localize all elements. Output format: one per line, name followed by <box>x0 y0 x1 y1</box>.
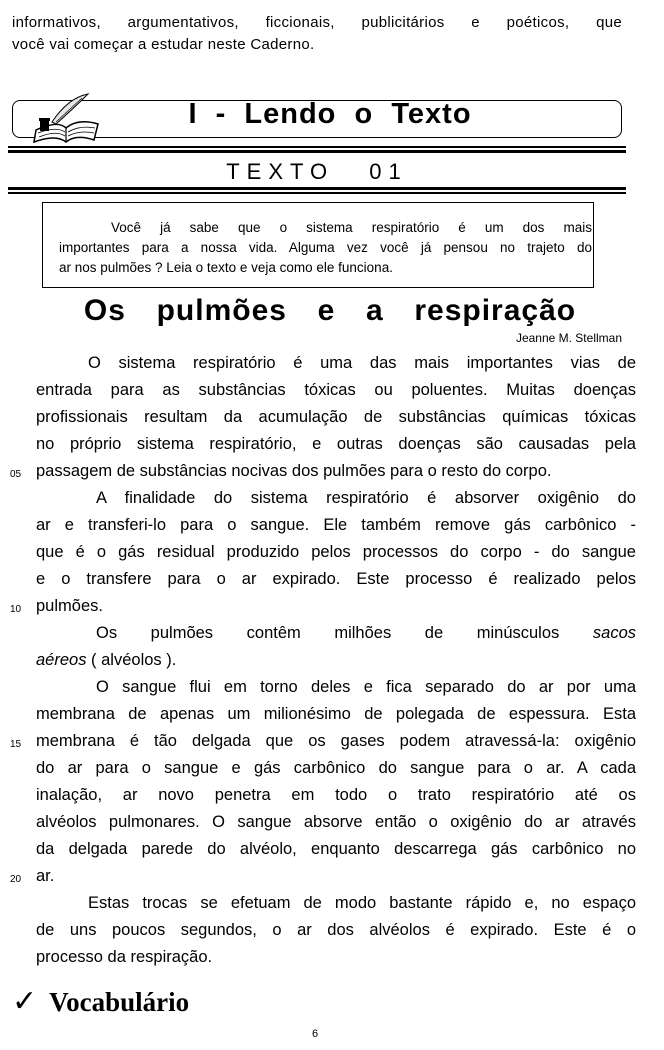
body-line: O sistema respiratório é uma das mais importantes vias de <box>88 354 636 372</box>
section-title: I - Lendo o Texto <box>188 98 472 130</box>
body-line: ar. <box>36 867 55 885</box>
body-line: O sangue flui em torno deles e fica separado do ar por uma <box>96 678 636 696</box>
body-line: passagem de substâncias nocivas dos pulmões para o resto do corpo. <box>36 462 552 480</box>
page-number: 6 <box>311 1028 319 1040</box>
intro-line: informativos, argumentativos, ficcionais, publicitários e poéticos, que <box>12 14 622 31</box>
body-line: alvéolos pulmonares. O sangue absorve então o oxigênio do ar através <box>36 813 636 831</box>
line-number: 15 <box>10 739 22 750</box>
texto-label: TEXTO 01 <box>226 159 408 184</box>
body-line <box>36 647 636 674</box>
body-line: processo da respiração. <box>36 948 213 966</box>
vocabulary-title: Vocabulário <box>49 987 190 1017</box>
line-number: 20 <box>10 874 22 885</box>
divider <box>8 192 626 194</box>
body-line: da delgada parede do alvéolo, enquanto descarrega gás carbônico no <box>36 840 636 858</box>
box-line: ar nos pulmões ? Leia o texto e veja como ele funciona. <box>59 260 393 275</box>
body-line: membrana é tão delgada que os gases podem atravessá-la: oxigênio <box>36 732 636 750</box>
body-line: no próprio sistema respiratório, e outras doenças são causadas pela <box>36 435 636 453</box>
body-line: do ar para o sangue e gás carbônico do sangue para o ar. A cada <box>36 759 636 777</box>
intro-line: você vai começar a estudar neste Caderno. <box>12 36 315 53</box>
intro-text <box>12 12 622 56</box>
box-line: importantes para a nossa vida. Alguma vez você já pensou no trajeto do <box>59 240 592 255</box>
line-number: 05 <box>10 469 22 480</box>
emphasis-term: aéreos <box>36 651 87 669</box>
vocabulary-heading <box>12 984 189 1019</box>
body-line: membrana de apenas um milionésimo de polegada de espessura. Esta <box>36 705 636 723</box>
body-line: inalação, ar novo penetra em todo o trato respiratório até os <box>36 786 636 804</box>
body-line: ar e transferi-lo para o sangue. Ele também remove gás carbônico - <box>36 516 636 534</box>
article-author: Jeanne M. Stellman <box>515 331 622 345</box>
body-line-text: ( alvéolos ). <box>91 651 177 669</box>
divider <box>8 146 626 148</box>
body-line: profissionais resultam da acumulação de substâncias químicas tóxicas <box>36 408 636 426</box>
line-number: 10 <box>10 604 22 615</box>
body-line: que é o gás residual produzido pelos processos do corpo - do sangue <box>36 543 636 561</box>
article-title: Os pulmões e a respiração <box>83 294 577 327</box>
body-line: entrada para as substâncias tóxicas ou poluentes. Muitas doenças <box>36 381 636 399</box>
body-line: A finalidade do sistema respiratório é absorver oxigênio do <box>96 489 636 507</box>
box-line: Você já sabe que o sistema respiratório é um dos mais <box>111 220 592 235</box>
body-line: pulmões. <box>36 597 103 615</box>
divider <box>8 187 626 190</box>
book-quill-icon <box>22 92 108 150</box>
body-line: e o transfere para o ar expirado. Este processo é realizado pelos <box>36 570 636 588</box>
body-line <box>36 620 636 647</box>
body-line: Estas trocas se efetuam de modo bastante rápido e, no espaço <box>88 894 636 912</box>
intro-box-text <box>59 218 592 278</box>
checkmark-icon: ✓ <box>12 984 38 1019</box>
emphasis-term: sacos <box>592 624 636 642</box>
divider <box>8 150 626 153</box>
body-line-text: Os pulmões contêm milhões de minúsculos <box>96 624 560 642</box>
article-body <box>36 350 636 971</box>
body-line: de uns poucos segundos, o ar dos alvéolos é expirado. Este é o <box>36 921 636 939</box>
